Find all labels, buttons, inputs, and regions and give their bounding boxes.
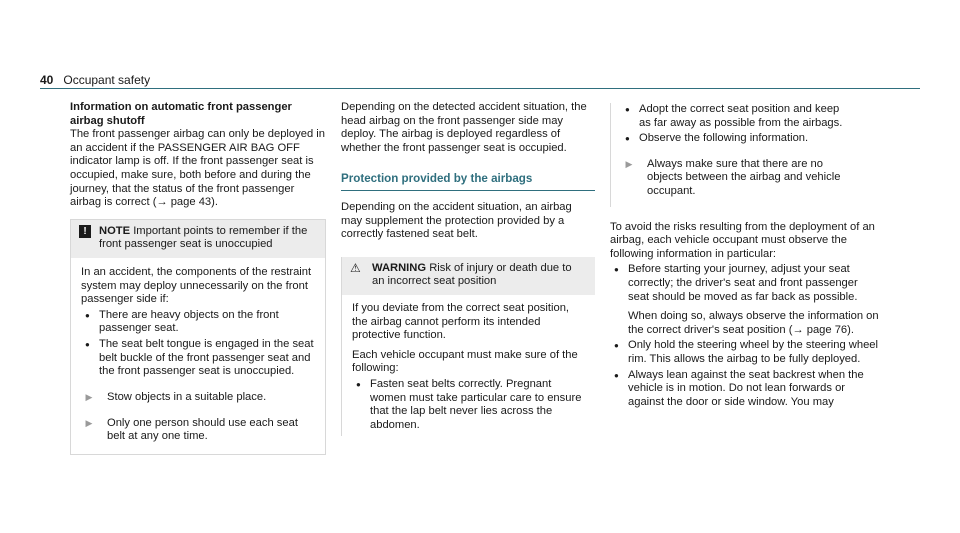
column-3 [610, 101, 880, 411]
warning-box [341, 257, 595, 437]
note-paragraph: In an accident, the components of the restraint system may deploy unnecessarily on the front passenger side if: [81, 265, 312, 306]
protection-paragraph: Depending on the accident situation, an airbag may supplement the protection provided by a correctly fastened seat belt. [341, 200, 572, 241]
shutoff-intro: The front passenger airbag can only be deployed in an accident if the PASSENGER AIR BAG OFF indicator lamp is off. If the front passenger seat is occupied, make sure, both before and during the journey, that the status of the front passenger airbag is correct (→ page 43). [70, 128, 325, 209]
exclamation-icon: ! [79, 225, 91, 238]
play-triangle-icon: ▶ [625, 158, 633, 169]
section-heading: Protection provided by the airbags [341, 172, 595, 191]
play-triangle-icon: ▶ [85, 417, 93, 428]
warning-body [342, 295, 595, 436]
column-1 [70, 101, 326, 455]
page-number: 40 [40, 73, 54, 87]
note-body [71, 258, 325, 454]
column-2 [341, 101, 595, 436]
warning-paragraph-1: If you deviate from the correct seat position, the airbag cannot perform its intended protective function. [352, 301, 570, 342]
note-title: Important points to remember if the front passenger seat is unoccupied [99, 224, 308, 251]
risk-bullets [610, 263, 880, 409]
header-divider [40, 88, 920, 89]
note-text-wrap [99, 225, 317, 252]
list-item: ● There are heavy objects on the front passenger seat. [81, 309, 315, 336]
list-item [610, 263, 880, 337]
warning-title: Risk of injury or death due to an incorrect seat position [372, 261, 572, 288]
warning-triangle-icon: ⚠ [350, 260, 361, 275]
step-text: Only one person should use each seat belt at any one time. [107, 416, 298, 443]
step-text: Always make sure that there are no objects between the airbag and vehicle occupant. [647, 157, 841, 197]
step-item [621, 158, 854, 199]
risk-paragraph: To avoid the risks resulting from the deployment of an airbag, each vehicle occupant must observe the following information in particular: [610, 220, 875, 260]
list-item-extra: When doing so, always observe the information on the correct driver's seat position (→ page 76). [628, 310, 879, 336]
list-item: ● Fasten seat belts correctly. Pregnant women must take particular care to ensure that the lap belt never lies across the abdomen. [352, 378, 585, 432]
head-airbag-paragraph: Depending on the detected accident situation, the head airbag on the front passenger side may deploy. The airbag is deployed regardless of whether the front passenger seat is occupied. [341, 101, 587, 154]
list-item: ● Only hold the steering wheel by the steering wheel rim. This allows the airbag to be fully deployed. [610, 339, 880, 366]
warning-continuation [610, 103, 854, 207]
page-header [40, 74, 150, 88]
note-header [71, 220, 325, 258]
list-item: ● The seat belt tongue is engaged in the seat belt buckle of the front passenger seat and the front passenger seat is unoccupied. [81, 338, 315, 379]
warning-bullets [352, 378, 585, 432]
note-bullets [81, 309, 315, 379]
list-item: ● Observe the following information. [621, 132, 854, 146]
list-item: ● Always lean against the seat backrest when the vehicle is in motion. Do not lean forwards or against the door or side window. You may [610, 369, 880, 410]
warning-text-wrap [372, 262, 587, 289]
warning-paragraph-2: Each vehicle occupant must make sure of the following: [352, 348, 578, 375]
step-item [81, 417, 315, 444]
note-box [70, 219, 326, 455]
play-triangle-icon: ▶ [85, 391, 93, 402]
note-label: NOTE [99, 224, 131, 237]
step-text: Stow objects in a suitable place. [107, 390, 267, 403]
list-item-text: Before starting your journey, adjust your seat correctly; the driver's seat and front passenger seat should be moved as far back as possible. [628, 263, 858, 303]
warning-label: WARNING [372, 261, 427, 274]
continuation-bullets [621, 103, 854, 146]
warning-header [342, 257, 595, 295]
step-item [81, 391, 315, 405]
section-title: Occupant safety [63, 73, 151, 87]
list-item: ● Adopt the correct seat position and keep as far away as possible from the airbags. [621, 103, 854, 130]
shutoff-heading: Information on automatic front passenger airbag shutoff [70, 101, 292, 127]
